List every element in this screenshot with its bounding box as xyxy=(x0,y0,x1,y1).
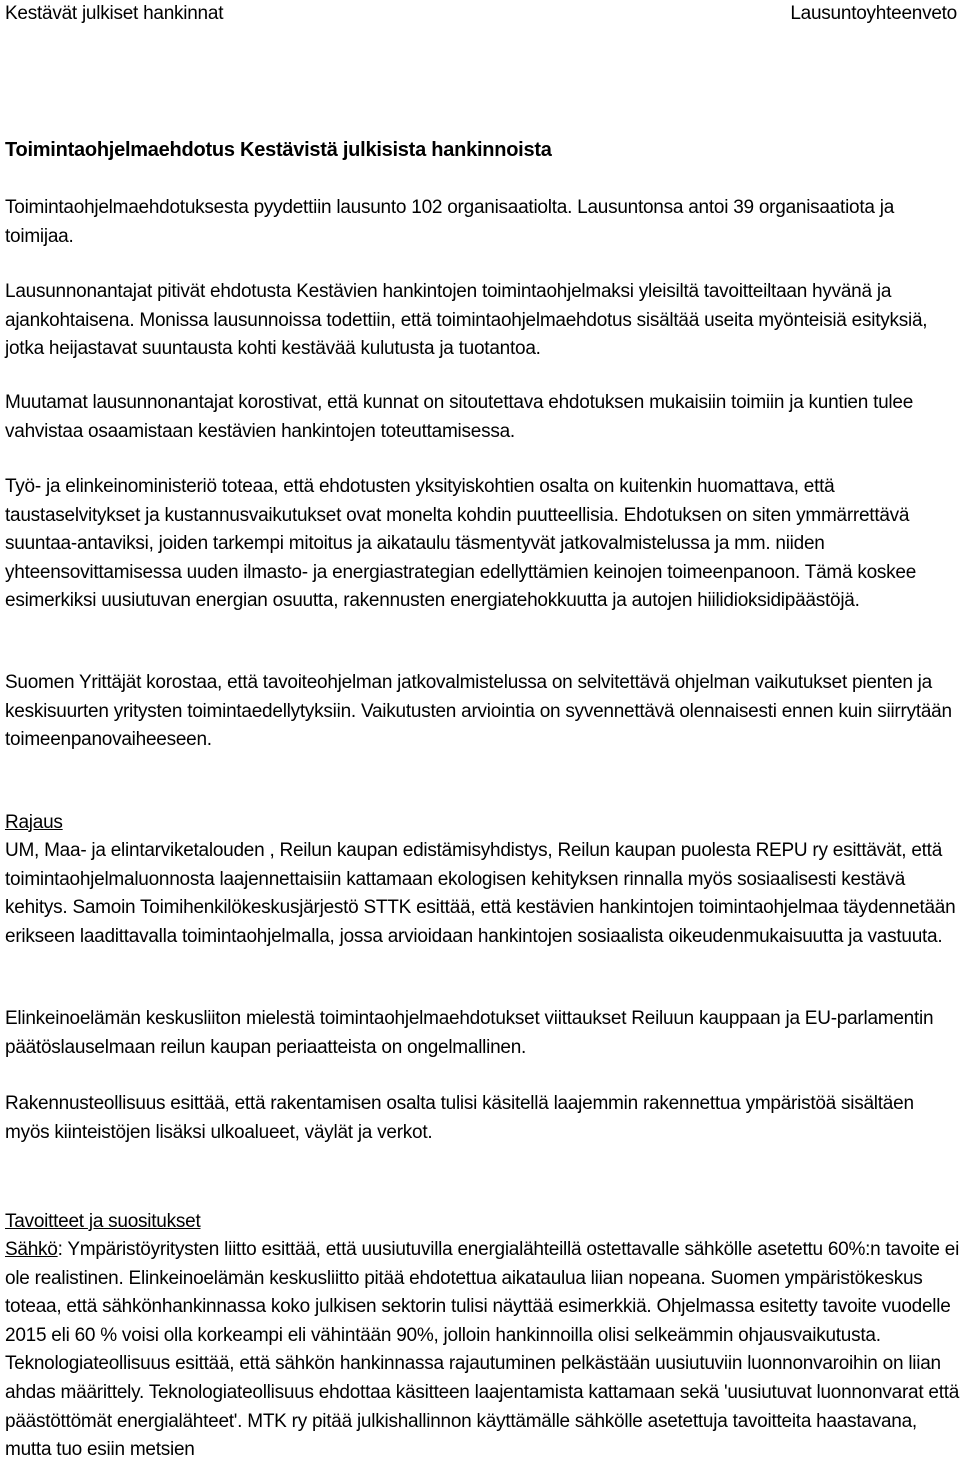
section-heading-rajaus: Rajaus xyxy=(5,812,63,833)
rajaus-paragraph-1: UM, Maa- ja elintarviketalouden , Reilun kaupan edistämisyhdistys, Reilun kaupan puolesta REPU ry esittävät, että toimintaohjelmaluonnosta laajennettaisiin kattamaan ekologisen kehityksen rinnalla myös sosiaalisesti kestävä kehitys. Samoin Toimihenkilökeskusjärjestö STTK esittää, että kestävien hankintojen toimintaohjelmaa täydennetään erikseen laadittavalla toimintaohjelmalla, jossa arvioidaan hankintojen sosiaalista oikeudenmukaisuutta ja vastuuta. xyxy=(5,840,956,947)
rajaus-paragraph-2: Elinkeinoelämän keskusliiton mielestä toimintaohjelmaehdotukset viittaukset Reiluun kauppaan ja EU-parlamentin päätöslauselmaan reilun kaupan periaatteista on ongelmallinen. xyxy=(5,1008,934,1058)
intro-paragraph-4: Työ- ja elinkeinoministeriö toteaa, että ehdotusten yksityiskohtien osalta on kuitenkin huomattava, että taustaselvitykset ja kustannusvaikutukset ovat monelta kohdin puutteellisia. Ehdotuksen on siten ymmärrettävä suuntaa-antaviksi, joiden tarkempi mitoitus ja aikataulu täsmentyvät jatkovalmistelussa ja mm. niiden yhteensovittamisessa uuden ilmasto- ja energiastrategian edellyttämien keinojen toimeenpanoon. Tämä koskee esimerkiksi uusiutuvan energian osuutta, rakennusten energiatehokkuutta ja autojen hiilidioksidipäästöjä. xyxy=(5,476,917,612)
tavoitteet-sahko-paragraph xyxy=(5,1236,960,1465)
intro-paragraph-5: Suomen Yrittäjät korostaa, että tavoiteohjelman jatkovalmistelussa on selvitettävä ohjelman vaikutukset pienten ja keskisuurten yritysten toimintaedellytyksiin. Vaikutusten arviointia on syvennettävä olennaisesti ennen kuin siirrytään toimeenpanovaiheeseen. xyxy=(5,672,952,751)
header-document-type: Lausuntoyhteenveto xyxy=(790,3,957,24)
section-heading-tavoitteet: Tavoitteet ja suositukset xyxy=(5,1211,201,1232)
intro-paragraph-3: Muutamat lausunnonantajat korostivat, että kunnat on sitoutettava ehdotuksen mukaisiin toimiin ja kuntien tulee vahvistaa osaamistaan kestävien hankintojen toteuttamisessa. xyxy=(5,392,914,442)
sahko-label: Sähkö xyxy=(5,1239,58,1260)
page-title: Toimintaohjelmaehdotus Kestävistä julkisista hankinnoista xyxy=(5,139,552,161)
rajaus-paragraph-3: Rakennusteollisuus esittää, että rakentamisen osalta tulisi käsitellä laajemmin rakennettua ympäristöä sisältäen myös kiinteistöjen lisäksi ulkoalueet, väylät ja verkot. xyxy=(5,1093,914,1143)
page-header xyxy=(5,0,957,30)
sahko-text: : Ympäristöyritysten liitto esittää, että uusiutuvilla energialähteillä ostettavalle sähkölle asetettu 60%:n tavoite ei ole realistinen. Elinkeinoelämän keskusliitto pitää ehdotettua aikataulua liian nopeana. Suomen ympäristökeskus toteaa, että sähkönhankinnassa koko julkisen sektorin tulisi näyttää esimerkkiä. Ohjelmassa esitetty tavoite vuodelle 2015 eli 60 % voisi olla korkeampi eli vähintään 90%, jolloin hankinnoilla olisi selkeämmin ohjausvaikutusta. Teknologiateollisuus esittää, että sähkön hankinnassa rajautuminen pelkästään uusiutuviin luonnonvaroihin on liian ahdas määrittely. Teknologiateollisuus ehdottaa käsitteen laajentamista kattamaan sekä 'uusiutuvat luonnonvarat että päästöttömät energialähteet'. MTK ry pitää julkishallinnon käyttämälle sähkölle asetettuja tavoitteita haastavana, mutta tuo esiin metsien xyxy=(5,1239,960,1461)
intro-paragraph-2: Lausunnonantajat pitivät ehdotusta Kestävien hankintojen toimintaohjelmaksi yleisiltä tavoitteiltaan hyvänä ja ajankohtaisena. Monissa lausunnoissa todettiin, että toimintaohjelmaehdotus sisältää useita myönteisiä esityksiä, jotka heijastavat suuntausta kohti kestävää kulutusta ja tuotantoa. xyxy=(5,281,928,360)
intro-paragraph-1: Toimintaohjelmaehdotuksesta pyydettiin lausunto 102 organisaatiolta. Lausuntonsa antoi 39 organisaatiota ja toimijaa. xyxy=(5,197,895,247)
header-document-title: Kestävät julkiset hankinnat xyxy=(5,3,224,24)
